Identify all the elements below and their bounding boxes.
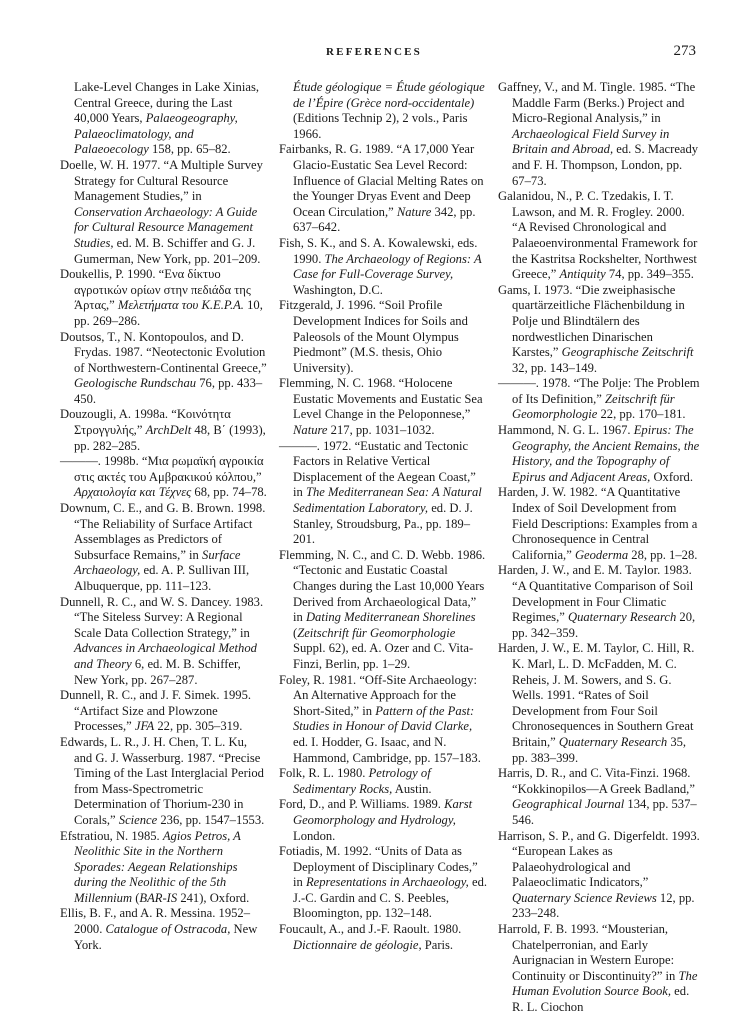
reference-text: Dunnell, R. C., and J. F. Simek. 1995. “Artifact Size and Plowzone Processes,” bbox=[60, 688, 252, 734]
reference-text: 76, pp. 433–450. bbox=[74, 376, 263, 406]
reference-title-text: ArchDelt bbox=[145, 423, 192, 438]
reference-text: 20, pp. 342–359. bbox=[512, 610, 696, 640]
reference-text: New York. bbox=[74, 922, 258, 952]
reference-entry bbox=[279, 766, 488, 797]
reference-title-text: Palaeogeography, Palaeoclimatology, and Palaeoecology bbox=[74, 111, 238, 157]
reference-entry bbox=[498, 922, 700, 1016]
reference-text: 48, Β΄ (1993), pp. 282–285. bbox=[74, 423, 266, 453]
reference-entry bbox=[279, 922, 488, 953]
reference-title-text: The Human Evolution Source Book, bbox=[512, 968, 698, 999]
reference-text: Harris, D. R., and C. Vita-Finzi. 1968. “Kokkinopilos—A Greek Badland,” bbox=[498, 766, 695, 796]
reference-text: Washington, D.C. bbox=[293, 282, 383, 297]
reference-title-text: Geographical Journal bbox=[512, 797, 625, 812]
reference-entry bbox=[60, 267, 267, 329]
reference-entry bbox=[60, 829, 267, 907]
reference-title-text: Geoderma bbox=[574, 547, 629, 562]
reference-text: 241), Oxford. bbox=[177, 890, 250, 905]
reference-text: Douzougli, A. 1998a. “Κοινότητα Στρογγυλής,” bbox=[60, 407, 231, 438]
reference-entry bbox=[498, 80, 700, 189]
reference-text: Ellis, B. F., and A. R. Messina. 1952–2000. bbox=[60, 906, 251, 937]
reference-text: Austin. bbox=[392, 781, 432, 796]
reference-text: Ford, D., and P. Williams. 1989. bbox=[279, 797, 445, 812]
reference-title-text: Catalogue of Ostracoda, bbox=[105, 922, 231, 937]
reference-title-text: Dating Mediterranean Shorelines bbox=[305, 610, 476, 625]
reference-text: 10, pp. 269–286. bbox=[74, 298, 263, 328]
reference-title-text: Quaternary Research bbox=[567, 610, 677, 625]
reference-text: Foucault, A., and J.-F. Raoult. 1980. bbox=[279, 922, 462, 937]
reference-title-text: The Mediterranean Sea: A Natural Sedimentation Laboratory, bbox=[293, 485, 482, 516]
reference-entry bbox=[279, 376, 488, 438]
reference-title-text: Dictionnaire de géologie, bbox=[293, 937, 422, 952]
reference-text: 12, pp. 233–248. bbox=[512, 890, 695, 921]
reference-title-text: Zeitschrift für Geomorphologie bbox=[297, 625, 456, 640]
reference-text: Harden, J. W., and E. M. Taylor. 1983. “A Quantitative Comparison of Soil Development in Four Climatic Regimes,” bbox=[498, 563, 694, 625]
reference-entry-continued bbox=[60, 80, 267, 158]
references-column-2 bbox=[279, 80, 488, 953]
reference-text: ( bbox=[132, 890, 140, 905]
reference-title-text: Geologische Rundschau bbox=[74, 376, 197, 391]
reference-title-text: JFA bbox=[134, 719, 155, 734]
reference-text: Fotiadis, M. 1992. “Units of Data as Deployment of Disciplinary Codes,” in bbox=[279, 844, 478, 890]
reference-entry bbox=[60, 906, 267, 953]
reference-entry bbox=[498, 641, 700, 766]
reference-text: ed. D. J. Stanley, Stroudsburg, Pa., pp. 189–201. bbox=[293, 501, 473, 547]
reference-text: Oxford. bbox=[650, 469, 693, 484]
reference-entry bbox=[60, 595, 267, 689]
reference-text: Doutsos, T., N. Kontopoulos, and D. Frydas. 1987. “Neotectonic Evolution of Northwestern-Continental Greece,” bbox=[60, 329, 267, 375]
reference-text: Harden, J. W., E. M. Taylor, C. Hill, R. K. Marl, L. D. McFadden, M. C. Reheis, J. M. Sowers, and S. G. Wells. 1991. “Rates of Soil Development from Four Soil Chronosequences in Southern Great Britain,” bbox=[498, 641, 695, 749]
reference-text: Downum, C. E., and G. B. Brown. 1998. “The Reliability of Surface Artifact Assemblages as Predictors of Subsurface Remains,” in bbox=[60, 501, 266, 562]
reference-text: 236, pp. 1547–1553. bbox=[157, 812, 265, 827]
reference-text: Fairbanks, R. G. 1989. “A 17,000 Year Glacio-Eustatic Sea Level Record: Influence of Glacial Melting Rates on the Younger Dryas Event and Deep Ocean Circulation,” bbox=[279, 142, 484, 219]
reference-title-text: Antiquity bbox=[559, 267, 606, 282]
reference-text: ———. 1978. “The Polje: The Problem of Its Definition,” bbox=[498, 376, 700, 406]
reference-entry bbox=[498, 189, 700, 283]
reference-entry bbox=[60, 501, 267, 595]
page-number: 273 bbox=[673, 43, 696, 59]
reference-title-text: Nature bbox=[293, 423, 328, 438]
reference-text: Doelle, W. H. 1977. “A Multiple Survey Strategy for Cultural Resource Management Studies,” in bbox=[60, 157, 263, 204]
reference-entry bbox=[498, 563, 700, 641]
reference-text: Efstratiou, N. 1985. bbox=[60, 828, 163, 843]
reference-text: 22, pp. 170–181. bbox=[597, 407, 686, 422]
reference-title-text: Μελετήματα του Κ.Ε.Ρ.Α. bbox=[117, 298, 244, 313]
reference-text: 32, pp. 143–149. bbox=[512, 360, 598, 375]
references-column-1 bbox=[60, 80, 267, 953]
reference-title-text: Conservation Archaeology: A Guide for Cultural Resource Management Studies, bbox=[74, 204, 258, 250]
references-column-3 bbox=[498, 80, 700, 1016]
reference-entry bbox=[279, 142, 488, 236]
reference-text: Hammond, N. G. L. 1967. bbox=[498, 423, 634, 438]
reference-title-text: Pattern of the Past: Studies in Honour of David Clarke, bbox=[293, 703, 475, 734]
reference-title-text: Science bbox=[118, 812, 158, 827]
reference-title-text: Geographische Zeitschrift bbox=[561, 345, 694, 360]
reference-entry bbox=[279, 298, 488, 376]
reference-title-text: Nature bbox=[396, 204, 432, 219]
reference-text: 74, pp. 349–355. bbox=[605, 267, 694, 282]
reference-title-text: Karst Geomorphology and Hydrology, bbox=[293, 797, 473, 827]
reference-text: Galanidou, N., P. C. Tzedakis, I. T. Lawson, and M. R. Frogley. 2000. “A Revised Chronological and Palaeoenvironmental Framework for the Kastritsa Rockshelter, Northwest Greece,” bbox=[498, 189, 698, 282]
reference-title-text: BAR-IS bbox=[139, 890, 178, 905]
reference-title-text: Agios Petros, A Neolithic Site in the Northern Sporades: Aegean Relationships during the Neolithic of the 5th Millennium bbox=[74, 828, 241, 905]
reference-entry-continued bbox=[279, 80, 488, 142]
reference-text: 158, pp. 65–82. bbox=[148, 142, 231, 157]
reference-entry bbox=[498, 766, 700, 828]
reference-text: London. bbox=[293, 828, 336, 843]
reference-text: 6, ed. M. B. Schiffer, New York, pp. 267–287. bbox=[74, 656, 241, 687]
reference-entry bbox=[279, 548, 488, 673]
reference-title-text: Archaeological Field Survey in Britain and Abroad, bbox=[512, 126, 670, 157]
reference-text: 22, pp. 305–319. bbox=[154, 719, 243, 734]
reference-text: ( bbox=[293, 625, 298, 640]
reference-text: 68, pp. 74–78. bbox=[191, 485, 267, 500]
reference-title-text: Quaternary Science Reviews bbox=[512, 890, 657, 905]
running-head: REFERENCES bbox=[326, 46, 422, 58]
reference-title-text: Zeitschrift für Geomorphologie bbox=[512, 391, 675, 422]
reference-title-text: Surface Archaeology, bbox=[74, 547, 241, 578]
reference-entry bbox=[279, 844, 488, 922]
reference-title-text: Αρχαιολογία και Τέχνες bbox=[74, 485, 192, 500]
reference-text: Fish, S. K., and S. A. Kowalewski, eds. 1990. bbox=[279, 235, 478, 266]
reference-title-text: The Archaeology of Regions: A Case for Full-Coverage Survey, bbox=[293, 251, 482, 282]
reference-text: Harden, J. W. 1982. “A Quantitative Index of Soil Development from Field Descriptions: Examples from a Chronosequence in Central California,” bbox=[498, 485, 698, 562]
reference-title-text: Petrology of Sedimentary Rocks, bbox=[293, 766, 431, 796]
reference-title-text: Representations in Archaeology, bbox=[305, 875, 469, 890]
reference-entry bbox=[60, 407, 267, 454]
reference-entry bbox=[60, 330, 267, 408]
reference-text: Foley, R. 1981. “Off-Site Archaeology: An Alternative Approach for the Short-Sited,” in bbox=[279, 672, 477, 718]
reference-text: ed. R. L. Ciochon bbox=[512, 984, 690, 1015]
reference-title-text: Epirus: The Geography, the Ancient Remains, the History, and the Topography of Epirus and Adjacent Areas, bbox=[512, 423, 700, 484]
reference-text: Gams, I. 1973. “Die zweiphasische quartärzeitliche Flächenbildung in Polje und Blindtälern des nordwestlichen Dinarischen Karstes,” bbox=[498, 282, 685, 360]
reference-entry bbox=[498, 829, 700, 923]
reference-text: 217, pp. 1031–1032. bbox=[327, 423, 435, 438]
reference-text: (Editions Technip 2), 2 vols., Paris 1966. bbox=[293, 111, 468, 141]
reference-text: ed. A. P. Sullivan III, Albuquerque, pp. 111–123. bbox=[74, 563, 250, 593]
reference-entry bbox=[498, 376, 700, 423]
reference-entry bbox=[60, 735, 267, 829]
reference-entry bbox=[60, 158, 267, 267]
reference-text: Fitzgerald, J. 1996. “Soil Profile Development Indices for Soils and Paleosols of the Mount Olympus Piedmont” (M.S. thesis, Ohio University). bbox=[279, 298, 468, 375]
reference-text: ———. 1998b. “Μια ρωμαϊκή αγροικία στις ακτές του Αμβρακικού κόλπου,” bbox=[60, 454, 264, 484]
reference-text: 35, pp. 383–399. bbox=[512, 734, 687, 765]
reference-text: Gaffney, V., and M. Tingle. 1985. “The Maddle Farm (Berks.) Project and Micro-Regional Analysis,” in bbox=[498, 80, 696, 126]
reference-entry bbox=[498, 283, 700, 377]
reference-text: Harrison, S. P., and G. Digerfeldt. 1993. “European Lakes as Palaeohydrological and Palaeoclimatic Indicators,” bbox=[498, 828, 700, 890]
reference-entry bbox=[279, 439, 488, 548]
reference-text: ed. I. Hodder, G. Isaac, and N. Hammond, Cambridge, pp. 157–183. bbox=[293, 734, 481, 765]
reference-text: Flemming, N. C. 1968. “Holocene Eustatic Movements and Eustatic Sea Level Change in the Peloponnese,” bbox=[279, 376, 483, 422]
reference-entry bbox=[498, 423, 700, 485]
reference-text: ———. 1972. “Eustatic and Tectonic Factors in Relative Vertical Displacement of the Aegean Coast,” in bbox=[279, 438, 476, 500]
reference-title-text: Quaternary Research bbox=[558, 734, 668, 749]
reference-text: ed. M. B. Schiffer and G. J. Gumerman, New York, pp. 201–209. bbox=[74, 235, 261, 266]
reference-entry bbox=[279, 236, 488, 298]
reference-entry bbox=[279, 673, 488, 767]
reference-text: Lake-Level Changes in Lake Xinias, Central Greece, during the Last 40,000 Years, bbox=[74, 80, 259, 126]
reference-text: 28, pp. 1–28. bbox=[628, 547, 698, 562]
reference-text: Dunnell, R. C., and W. S. Dancey. 1983. “The Siteless Survey: A Regional Scale Data Collection Strategy,” in bbox=[60, 594, 264, 640]
reference-text: Paris. bbox=[421, 937, 454, 952]
page-header bbox=[0, 43, 748, 66]
reference-entry bbox=[60, 454, 267, 501]
reference-text: Harrold, F. B. 1993. “Mousterian, Chatelperronian, and Early Aurignacian in Western Europe: Continuity or Discontinuity?” in bbox=[498, 922, 679, 983]
reference-text: 134, pp. 537–546. bbox=[512, 797, 697, 827]
reference-entry bbox=[60, 688, 267, 735]
reference-text: Suppl. 62), ed. A. Ozer and C. Vita-Finzi, Berlin, pp. 1–29. bbox=[293, 641, 474, 671]
reference-text: Edwards, L. R., J. H. Chen, T. L. Ku, and G. J. Wasserburg. 1987. “Precise Timing of the Last Interglacial Period from Mass-Spectrometric Determination of Thorium-230 in Corals,” bbox=[60, 734, 264, 827]
reference-text: Folk, R. L. 1980. bbox=[279, 766, 369, 781]
reference-entry bbox=[279, 797, 488, 844]
reference-title-text: Étude géologique = Étude géologique de l’Épire (Grèce nord-occidentale) bbox=[293, 80, 485, 110]
reference-text: Doukellis, P. 1990. “Ενα δίκτυο αγροτικών ορίων στην πεδιάδα της Άρτας,” bbox=[60, 267, 251, 313]
reference-text: ed. S. Macready and F. H. Thompson, London, pp. 67–73. bbox=[512, 142, 699, 188]
reference-entry bbox=[498, 485, 700, 563]
reference-text: 342, pp. 637–642. bbox=[293, 204, 476, 235]
reference-title-text: Advances in Archaeological Method and Theory bbox=[74, 641, 257, 671]
reference-text: Flemming, N. C., and C. D. Webb. 1986. “Tectonic and Eustatic Coastal Changes during the Last 10,000 Years Derived from Archaeological Data,” in bbox=[279, 547, 486, 625]
reference-text: ed. J.-C. Gardin and C. S. Peebles, Bloomington, pp. 132–148. bbox=[293, 875, 488, 921]
